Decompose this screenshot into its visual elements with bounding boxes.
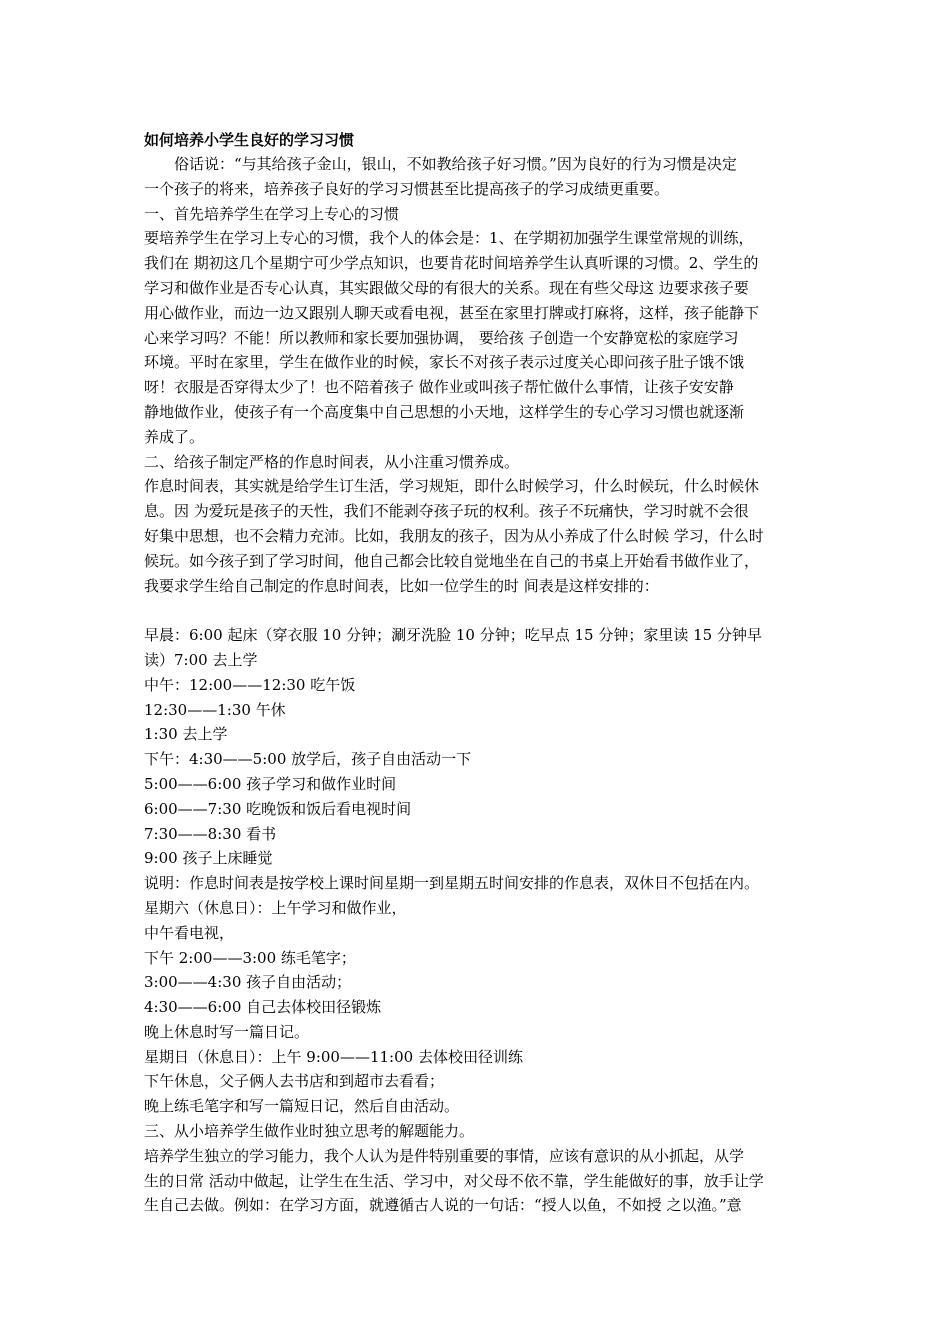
text-line: 4:30——6:00 自己去体校田径锻炼 [144,998,382,1017]
text-line: 9:00 孩子上床睡觉 [144,849,273,868]
text-line: 养成了。 [144,427,205,446]
text-line: 一、首先培养学生在学习上专心的习惯 [144,204,400,223]
text-line: 好集中思想，也不会精力充沛。比如，我朋友的孩子，因为从小养成了什么时候 学习，什么时 [144,526,764,545]
text-line: 候玩。如今孩子到了学习时间，他自己都会比较自觉地坐在自己的书桌上开始看书做作业了， [144,551,760,570]
text-line: 生的日常 活动中做起，让学生在生活、学习中，对父母不依不靠，学生能做好的事，放手让学 [144,1171,764,1190]
text-line: 俗话说：“与其给孩子金山，银山，不如教给孩子好习惯。”因为良好的行为习惯是决定 [174,155,737,173]
text-line: 早晨：6:00 起床（穿衣服 10 分钟；涮牙洗脸 10 分钟；吃早点 15 分钟；家里读 15 分钟早 [144,626,762,645]
text-line: 12:30——1:30 午休 [144,700,286,719]
text-line: 环境。平时在家里，学生在做作业的时候，家长不对孩子表示过度关心即问孩子肚子饿不饿 [144,353,745,372]
text-line: 3:00——4:30 孩子自由活动； [144,973,352,992]
text-line: 下午休息，父子俩人去书店和到超市去看看； [144,1072,445,1091]
text-line: 生自己去做。例如：在学习方面，就遵循古人说的一句话：“授人以鱼，不如授 之以渔。”意 [144,1196,742,1215]
text-line: 下午 2:00——3:00 练毛笔字； [144,948,356,967]
document-title: 如何培养小学生良好的学习习惯 [144,131,355,149]
text-line: 下午：4:30——5:00 放学后，孩子自由活动一下 [144,750,472,769]
text-line: 晚上练毛笔字和写一篇短日记，然后自由活动。 [144,1097,460,1116]
text-line: 息。因 为爱玩是孩子的天性，我们不能剥夺孩子玩的权利。孩子不玩痛快，学习时就不会很 [144,502,749,521]
text-line: 三、从小培养学生做作业时独立思考的解题能力。 [144,1122,475,1141]
text-line: 静地做作业，使孩子有一个高度集中自己思想的小天地，这样学生的专心学习习惯也就逐渐 [144,402,745,421]
document-page [144,128,816,1218]
text-line: 中午：12:00——12:30 吃午饭 [144,675,356,694]
text-line: 我们在 期初这几个星期宁可少学点知识，也要肯花时间培养学生认真听课的习惯。2、学生的 [144,254,759,273]
text-line: 5:00——6:00 孩子学习和做作业时间 [144,774,397,793]
text-line: 晚上休息时写一篇日记。 [144,1022,310,1041]
text-line: 呀！衣服是否穿得太少了！也不陪着孩子 做作业或叫孩子帮忙做什么事情，让孩子安安静 [144,378,734,397]
text-line: 培养学生独立的学习能力，我个人认为是件特别重要的事情，应该有意识的从小抓起，从学 [144,1146,745,1165]
text-line: 星期六（休息日）：上午学习和做作业， [144,898,407,917]
text-line: 一个孩子的将来，培养孩子良好的学习习惯甚至比提高孩子的学习成绩更重要。 [144,179,670,198]
text-line: 1:30 去上学 [144,725,228,744]
text-line: 学习和做作业是否专心认真，其实跟做父母的有很大的关系。现在有些父母这 边要求孩子要 [144,278,749,297]
text-line: 6:00——7:30 吃晚饭和饭后看电视时间 [144,799,412,818]
text-line: 作息时间表，其实就是给学生订生活，学习规矩，即什么时候学习，什么时候玩，什么时候休 [144,477,760,496]
text-line: 中午看电视， [144,923,235,942]
text-line: 读）7:00 去上学 [144,650,258,669]
document-body [144,152,816,1218]
text-line: 二、给孩子制定严格的作息时间表，从小注重习惯养成。 [144,452,520,471]
text-line: 用心做作业，而边一边又跟别人聊天或看电视，甚至在家里打牌或打麻将，这样，孩子能静下 [144,303,760,322]
text-line: 我要求学生给自己制定的作息时间表，比如一位学生的时 间表是这样安排的： [144,576,659,595]
blank-line [144,598,816,623]
text-line: 7:30——8:30 看书 [144,824,277,843]
text-line: 说明：作息时间表是按学校上课时间星期一到星期五时间安排的作息表，双休日不包括在内。 [144,874,760,893]
text-line: 要培养学生在学习上专心的习惯，我个人的体会是：1、在学期初加强学生课堂常规的训练， [144,229,754,248]
text-line: 星期日（休息日）：上午 9:00——11:00 去体校田径训练 [144,1047,523,1066]
text-line: 心来学习吗？不能！所以教师和家长要加强协调， 要给孩 子创造一个安静宽松的家庭学习 [144,328,739,347]
